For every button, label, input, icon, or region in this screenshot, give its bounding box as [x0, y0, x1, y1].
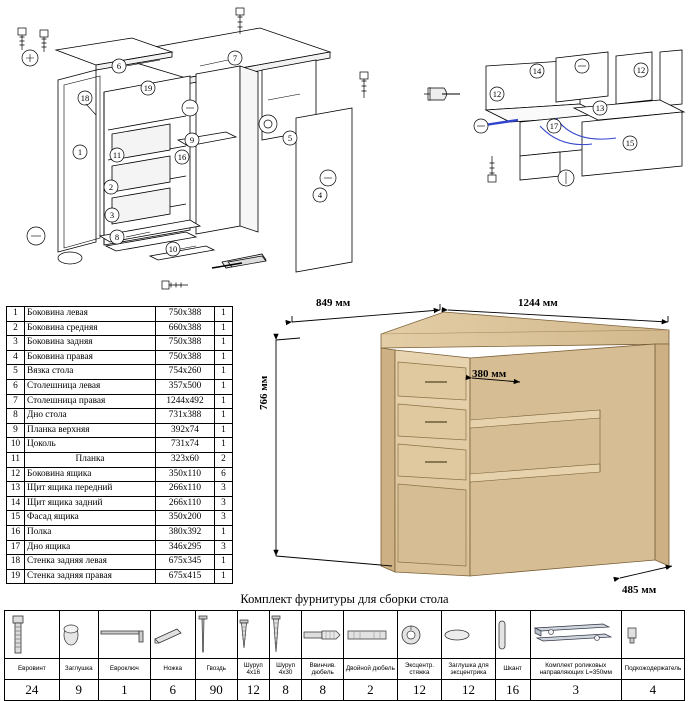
- part-name: Щит ящика задний: [25, 496, 156, 511]
- svg-text:8: 8: [114, 232, 120, 242]
- part-size: 750x388: [156, 307, 215, 322]
- part-size: 754x260: [156, 365, 215, 380]
- part-size: 731x388: [156, 409, 215, 424]
- part-qty: 1: [215, 438, 233, 453]
- part-number: 18: [7, 555, 25, 570]
- part-qty: 2: [215, 452, 233, 467]
- part-qty: 1: [215, 569, 233, 584]
- kit-item-name: Ножка: [150, 659, 195, 680]
- kit-item-name: Шкант: [495, 659, 530, 680]
- cam-cap-icon: [442, 611, 495, 659]
- part-name: Боковина средняя: [25, 321, 156, 336]
- part-size: 675x345: [156, 555, 215, 570]
- dimension-label-left-width: 849 мм: [316, 297, 351, 309]
- table-row: [7, 379, 233, 394]
- part-name: Полка: [25, 525, 156, 540]
- shelf-support-icon: [621, 611, 684, 659]
- part-number: 4: [7, 350, 25, 365]
- table-row: [7, 482, 233, 497]
- dimension-label-inner-depth: 380 мм: [472, 368, 507, 380]
- table-row: [7, 452, 233, 467]
- table-row: [7, 350, 233, 365]
- part-size: 731x74: [156, 438, 215, 453]
- svg-text:3: 3: [109, 210, 115, 220]
- kit-item-name: Евровинт: [5, 659, 60, 680]
- kit-item-name: Ввинчив. дюбель: [302, 659, 344, 680]
- part-qty: 1: [215, 555, 233, 570]
- part-size: 323x60: [156, 452, 215, 467]
- kit-names-row: [5, 659, 685, 680]
- part-size: 660x388: [156, 321, 215, 336]
- part-name: Цоколь: [25, 438, 156, 453]
- part-qty: 3: [215, 540, 233, 555]
- kit-item-qty: 8: [269, 680, 301, 701]
- part-qty: 1: [215, 423, 233, 438]
- kit-title: Комплект фурнитуры для сборки стола: [240, 592, 449, 606]
- part-number: 11: [7, 452, 25, 467]
- part-qty: 1: [215, 525, 233, 540]
- drawer-slide-icon: [530, 611, 621, 659]
- table-row: [7, 511, 233, 526]
- kit-item-name: Шуруп 4х16: [237, 659, 269, 680]
- part-name: Стенка задняя левая: [25, 555, 156, 570]
- part-name: Планка верхняя: [25, 423, 156, 438]
- part-size: 350x110: [156, 467, 215, 482]
- table-row: [7, 307, 233, 322]
- part-number: 13: [7, 482, 25, 497]
- svg-text:2: 2: [108, 182, 114, 192]
- part-name: Планка: [25, 452, 156, 467]
- part-size: 380x392: [156, 525, 215, 540]
- dimension-label-front-depth: 485 мм: [622, 584, 657, 596]
- kit-item-qty: 4: [621, 680, 684, 701]
- part-number: 7: [7, 394, 25, 409]
- part-number: 5: [7, 365, 25, 380]
- part-qty: 1: [215, 321, 233, 336]
- part-qty: 6: [215, 467, 233, 482]
- part-name: Стенка задняя правая: [25, 569, 156, 584]
- table-row: [7, 467, 233, 482]
- hardware-kit-table: [4, 610, 685, 701]
- kit-item-qty: 8: [302, 680, 344, 701]
- kit-item-qty: 16: [495, 680, 530, 701]
- svg-text:1: 1: [77, 147, 83, 157]
- kit-item-qty: 9: [59, 680, 98, 701]
- part-qty: 1: [215, 409, 233, 424]
- table-row: [7, 365, 233, 380]
- kit-item-name: Заглушка: [59, 659, 98, 680]
- part-size: 675x415: [156, 569, 215, 584]
- kit-item-qty: 3: [530, 680, 621, 701]
- part-number: 6: [7, 379, 25, 394]
- part-size: 346x295: [156, 540, 215, 555]
- screw-in-dowel-icon: [302, 611, 344, 659]
- part-number: 14: [7, 496, 25, 511]
- svg-text:5: 5: [287, 133, 293, 143]
- kit-item-name: Эксцентр. стяжка: [397, 659, 442, 680]
- part-name: Столешница правая: [25, 394, 156, 409]
- part-size: 350x200: [156, 511, 215, 526]
- parts-table: [6, 306, 233, 584]
- table-row: [7, 569, 233, 584]
- kit-item-qty: 6: [150, 680, 195, 701]
- part-qty: 3: [215, 482, 233, 497]
- part-size: 750x388: [156, 336, 215, 351]
- svg-text:6: 6: [116, 61, 122, 71]
- part-name: Боковина задняя: [25, 336, 156, 351]
- part-number: 2: [7, 321, 25, 336]
- part-qty: 1: [215, 307, 233, 322]
- svg-text:12: 12: [492, 89, 502, 99]
- kit-item-name: Заглушка для эксцентрика: [442, 659, 495, 680]
- kit-icons-row: [5, 611, 685, 659]
- table-row: [7, 555, 233, 570]
- part-number: 10: [7, 438, 25, 453]
- table-row: [7, 336, 233, 351]
- kit-item-qty: 2: [344, 680, 397, 701]
- kit-item-name: Подкожодержатель: [621, 659, 684, 680]
- part-number: 17: [7, 540, 25, 555]
- part-qty: 1: [215, 350, 233, 365]
- double-dowel-icon: [344, 611, 397, 659]
- table-row: [7, 321, 233, 336]
- part-number: 1: [7, 307, 25, 322]
- part-number: 3: [7, 336, 25, 351]
- part-size: 266x110: [156, 496, 215, 511]
- exploded-cabinet-view: [56, 28, 352, 272]
- kit-item-qty: 12: [442, 680, 495, 701]
- part-qty: 1: [215, 379, 233, 394]
- kit-item-name: Комплект роликовых направляющих L=350мм: [530, 659, 621, 680]
- nail-icon: [195, 611, 237, 659]
- dimension-label-height: 766 мм: [258, 375, 270, 410]
- part-size: 392x74: [156, 423, 215, 438]
- euro-key-icon: [98, 611, 150, 659]
- svg-text:16: 16: [177, 152, 187, 162]
- table-row: [7, 438, 233, 453]
- kit-qty-row: [5, 680, 685, 701]
- part-number: 9: [7, 423, 25, 438]
- part-qty: 3: [215, 496, 233, 511]
- part-size: 750x388: [156, 350, 215, 365]
- part-name: Щит ящика передний: [25, 482, 156, 497]
- part-name: Дно ящика: [25, 540, 156, 555]
- foot-icon: [150, 611, 195, 659]
- svg-text:17: 17: [549, 121, 559, 131]
- dowel-pin-icon: [495, 611, 530, 659]
- part-number: 19: [7, 569, 25, 584]
- kit-item-qty: 90: [195, 680, 237, 701]
- svg-text:4: 4: [317, 190, 323, 200]
- table-row: [7, 496, 233, 511]
- cap-icon: [59, 611, 98, 659]
- part-qty: 1: [215, 336, 233, 351]
- part-number: 8: [7, 409, 25, 424]
- svg-text:10: 10: [168, 244, 178, 254]
- kit-item-name: Евроключ: [98, 659, 150, 680]
- part-name: Дно стола: [25, 409, 156, 424]
- svg-text:19: 19: [143, 83, 153, 93]
- part-name: Столешница левая: [25, 379, 156, 394]
- part-size: 266x110: [156, 482, 215, 497]
- kit-item-qty: 1: [98, 680, 150, 701]
- finished-desk-view: [381, 312, 669, 576]
- part-name: Боковина правая: [25, 350, 156, 365]
- part-size: 1244x492: [156, 394, 215, 409]
- table-row: [7, 540, 233, 555]
- table-row: [7, 394, 233, 409]
- part-name: Боковина левая: [25, 307, 156, 322]
- svg-text:11: 11: [112, 150, 122, 160]
- svg-text:14: 14: [532, 66, 542, 76]
- screw-4x30-icon: [269, 611, 301, 659]
- kit-item-name: Шуруп 4х30: [269, 659, 301, 680]
- kit-item-name: Двойной дюбель: [344, 659, 397, 680]
- screw-4x16-icon: [237, 611, 269, 659]
- part-qty: 3: [215, 511, 233, 526]
- svg-text:7: 7: [232, 53, 238, 63]
- svg-text:9: 9: [189, 135, 195, 145]
- part-name: Фасад ящика: [25, 511, 156, 526]
- table-row: [7, 423, 233, 438]
- part-name: Боковина ящика: [25, 467, 156, 482]
- table-row: [7, 525, 233, 540]
- svg-text:15: 15: [625, 138, 635, 148]
- kit-item-qty: 12: [397, 680, 442, 701]
- table-row: [7, 409, 233, 424]
- kit-item-qty: 12: [237, 680, 269, 701]
- part-size: 357x500: [156, 379, 215, 394]
- part-number: 16: [7, 525, 25, 540]
- part-qty: 1: [215, 365, 233, 380]
- svg-text:13: 13: [595, 103, 605, 113]
- svg-text:12: 12: [636, 65, 646, 75]
- euro-screw-icon: [5, 611, 60, 659]
- dimension-label-right-width: 1244 мм: [518, 297, 558, 309]
- cam-lock-icon: [397, 611, 442, 659]
- part-qty: 1: [215, 394, 233, 409]
- parts-table-body: [7, 307, 233, 584]
- part-number: 12: [7, 467, 25, 482]
- svg-text:18: 18: [80, 93, 90, 103]
- kit-item-name: Гвоздь: [195, 659, 237, 680]
- kit-item-qty: 24: [5, 680, 60, 701]
- part-number: 15: [7, 511, 25, 526]
- part-name: Вязка стола: [25, 365, 156, 380]
